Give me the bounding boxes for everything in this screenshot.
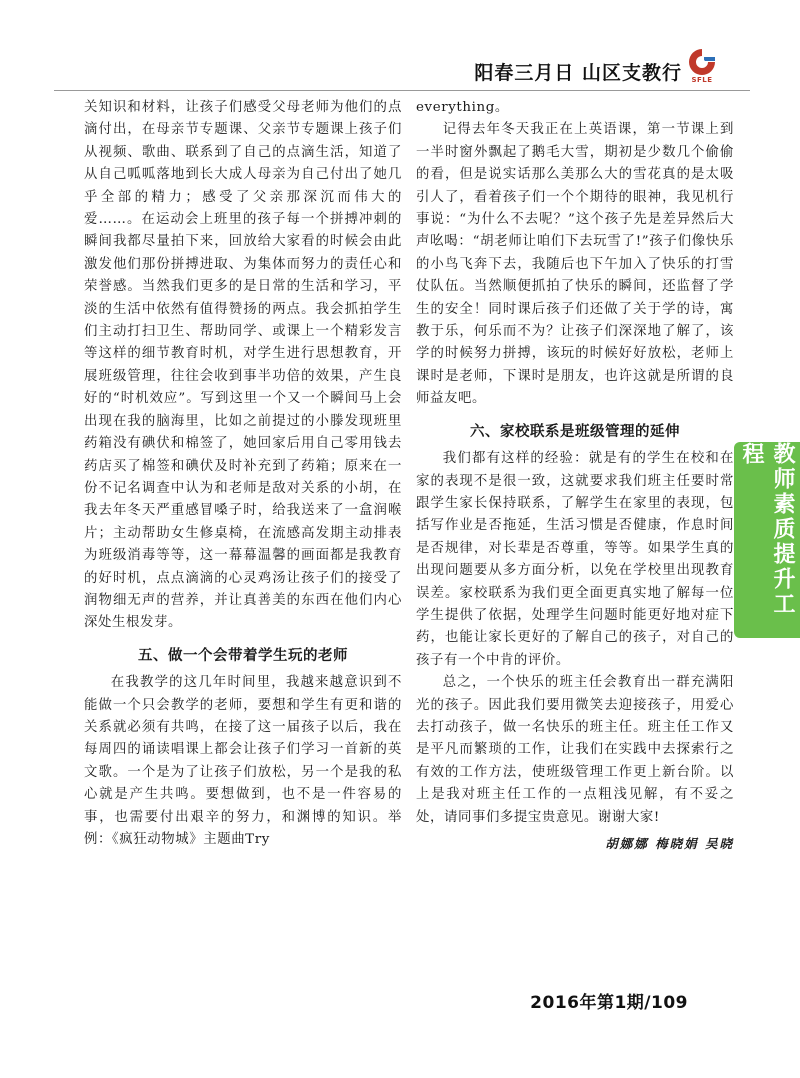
logo	[684, 47, 720, 87]
right-column	[416, 97, 734, 855]
authors: 胡娜娜 梅晓娟 吴晓	[605, 836, 734, 851]
header-title: 阳春三月日 山区支教行	[474, 62, 682, 84]
section-5-heading: 五、做一个会带着学生玩的老师	[138, 647, 348, 664]
section-6-paragraph: 我们都有这样的经验：就是有的学生在校和在家的表现不是很一致，这就要求我们班主任要时常跟学生家长保持联系，了解学生在家里的表现，包括写作业是否拖延，生活习惯是否健康，作息时间是否规律，对长辈是否尊重，等等。如果学生真的出现问题要从多方面分析，以免在学校里出现教育误差。家校联系为我们更全面更真实地了解每一位学生提供了依据，处理学生问题时能更好地对症下药，也能让家长更好的了解自己的孩子，对自己的孩子有一个中肯的评价。	[416, 451, 734, 668]
snow-paragraph: 记得去年冬天我正在上英语课，第一节课上到一半时窗外飘起了鹅毛大雪，期初是少数几个偷偷的看，但是说实话那么美那么大的雪花真的是太吸引人了，看着孩子们一个个期待的眼神，我见机行事说：“为什么不去呢？”这个孩子先是差异然后大声吆喝：“胡老师让咱们下去玩雪了!”孩子们像快乐的小鸟飞奔下去，我随后也下午加入了快乐的打雪仗队伍。当然顺便抓拍了快乐的瞬间，还监督了学生的安全！同时课后孩子们还做了关于学的诗，寓教于乐，何乐而不为？让孩子们深深地了解了，该学的时候努力拼搏，该玩的时候好好放松，老师上课时是老师，下课时是朋友，也许这就是所谓的良师益友吧。	[416, 122, 734, 407]
section-6-heading: 六、家校联系是班级管理的延伸	[470, 423, 680, 440]
right-continuation: everything。	[416, 100, 509, 115]
conclusion-paragraph: 总之，一个快乐的班主任会教育出一群充满阳光的孩子。因此我们要用微笑去迎接孩子，用爱心去打动孩子，做一名快乐的班主任。班主任工作又是平凡而繁琐的工作，让我们在实践中去探索行之有效的工作方法，使班级管理工作更上新台阶。以上是我对班主任工作的一点粗浅见解，有不妥之处，请同事们多提宝贵意见。谢谢大家!	[416, 675, 734, 825]
sidebar-label: 教师素质提升工程	[739, 442, 795, 617]
logo-text: SFLE	[691, 76, 713, 84]
left-paragraph-1: 关知识和材料，让孩子们感受父母老师为他们的点滴付出，在母亲节专题课、父亲节专题课上孩子们从视频、歌曲、联系到了自己的点滴生活，知道了从自己呱呱落地到长大成人母亲为自己付出了她几乎全部的精力；感受了父亲那深沉而伟大的爱……。在运动会上班里的孩子每一个拼搏冲刺的瞬间我都尽量拍下来，回放给大家看的时候会由此激发他们那份拼搏进取、为集体而努力的责任心和荣誉感。当然我们更多的是日常的生活和学习，平淡的生活中依然有值得赞扬的两点。我会抓拍学生们主动打扫卫生、帮助同学、或课上一个精彩发言等这样的细节教育时机，对学生进行思想教育，开展班级管理，往往会收到事半功倍的效果，产生良好的“时机效应”。写到这里一个又一个瞬间马上会出现在我的脑海里，比如之前提过的小滕发现班里药箱没有碘伏和棉签了，她回家后用自己零用钱去药店买了棉签和碘伏及时补充到了药箱；原来在一份不记名调查中认为和老师是敌对关系的小胡，在我去年冬天严重感冒嗓子时，给我送来了一盒润喉片；主动帮助女生修桌椅，在流感高发期主动排表为班级消毒等等，这一幕幕温馨的画面都是我教育的好时机，点点滴滴的心灵鸡汤让孩子们的接受了润物细无声的营养，并让真善美的东西在他们内心深处生根发芽。	[84, 100, 402, 631]
header-rule	[54, 90, 750, 91]
logo-icon	[684, 47, 720, 77]
page-header	[0, 0, 800, 92]
page-number: 2016年第1期/109	[530, 993, 688, 1013]
section-5-paragraph: 在我教学的这几年时间里，我越来越意识到不能做一个只会教学的老师，要想和学生有更和谐的关系就必须有共鸣，在接了这一届孩子以后，我在每周四的诵读唱课上都会让孩子们学习一首新的英文歌。一个是为了让孩子们放松，另一个是我的私心就是产生共鸣。要想做到，也不是一件容易的事，也需要付出艰辛的努力，和渊博的知识。举例：《疯狂动物城》主题曲Try	[84, 675, 402, 847]
sidebar-tab	[734, 442, 800, 638]
left-column	[84, 97, 402, 851]
